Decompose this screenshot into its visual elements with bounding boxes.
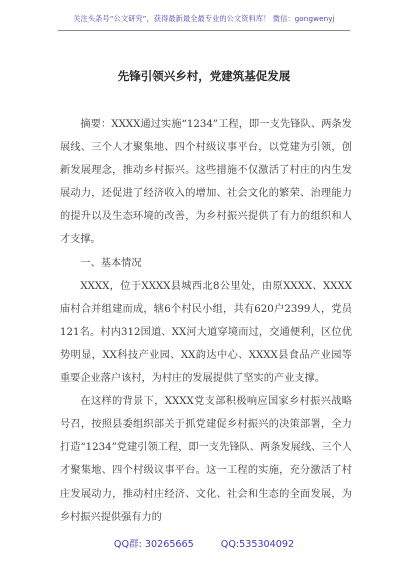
document-title: 先锋引领兴乡村，党建筑基促发展 bbox=[117, 69, 291, 83]
background-paragraph: 在这样的背景下，XXXX党支部积极响应国家乡村振兴战略号召，按照县委组织部关于抓党建促乡村振兴的决策部署，全力打造“1234”党建引领工程，即一支先锋队、两条发展线、三个人才聚集地、四个村级议事平台。这一工程的实施，充分激活了村庄发展动力，推动村庄经济、文化、社会和生态的全面发展，为乡村振兴提供强有力的 bbox=[60, 396, 352, 523]
header-promo: 关注头条号“公文研究”，获得最新最全最专业的公文资料库！ 微信：gongwenyj bbox=[73, 14, 335, 23]
footer-contact bbox=[0, 536, 408, 550]
qq-group-label: QQ群: 30265665 bbox=[113, 539, 194, 550]
section-heading: 一、基本情况 bbox=[80, 257, 142, 269]
header-divider bbox=[58, 30, 350, 31]
qq-label: QQ:535304092 bbox=[220, 539, 295, 550]
abstract-paragraph: 摘要：XXXX通过实施“1234”工程，即一支先锋队、两条发展线、三个人才聚集地、四个村级议事平台，以党建为引领，创新发展理念，推动乡村振兴。这些措施不仅激活了村庄的内生发展动力，还促进了经济收入的增加、社会文化的繁荣、治理能力的提升以及生态环境的改善，为乡村振兴提供了有力的组织和人才支撑。 bbox=[60, 119, 352, 246]
basic-info-paragraph: XXXX，位于XXXX县城西北8公里处，由原XXXX、XXXX庙村合并组建而成，辖6个村民小组，共有620户2399人，党员121名。村内312国道、XX河大道穿境而过，交通便利，区位优势明显，XX科技产业园、XX韵达中心、XXXX县食品产业园等重要企业落户该村，为村庄的发展提供了坚实的产业支撑。 bbox=[60, 280, 352, 385]
document-body bbox=[60, 113, 352, 529]
